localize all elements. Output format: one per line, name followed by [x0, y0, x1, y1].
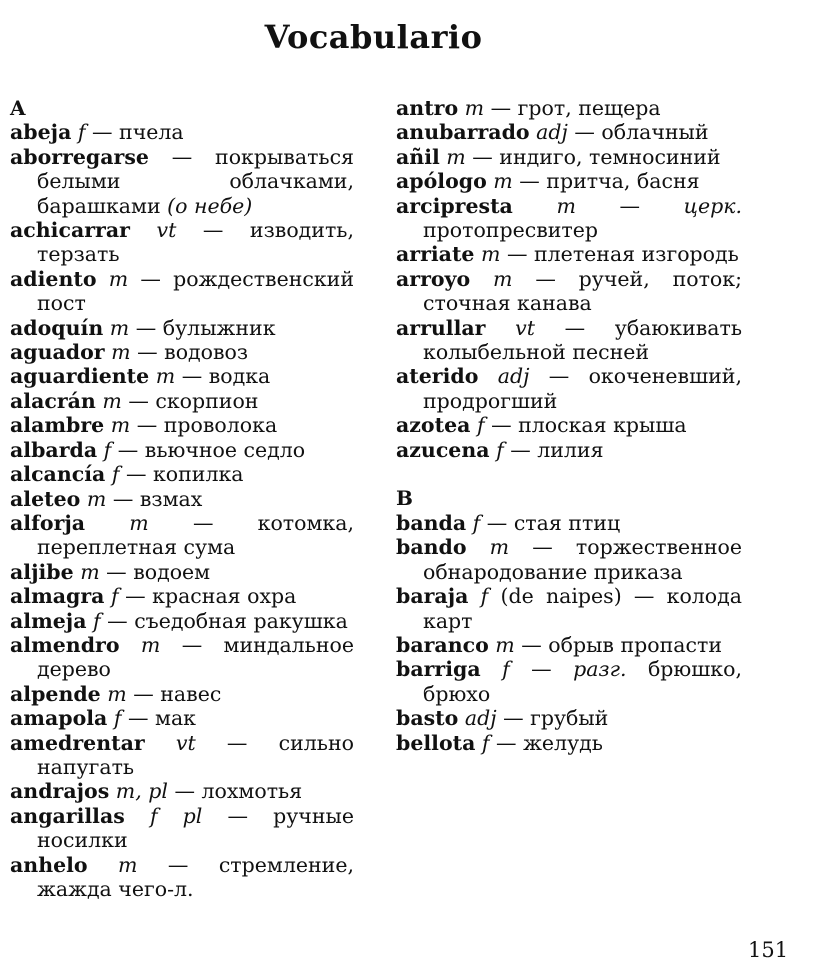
dictionary-entry	[10, 267, 354, 316]
entry-headword: basto	[396, 706, 459, 731]
entry-headword: alacrán	[10, 388, 96, 413]
dictionary-entry	[10, 779, 354, 803]
entry-definition: — миндальное дерево	[37, 632, 354, 682]
dictionary-entry	[10, 731, 354, 780]
entry-headword: arroyo	[396, 266, 471, 291]
dictionary-entry	[396, 316, 742, 365]
entry-definition: — ручные носилки	[37, 803, 354, 853]
entry-headword: almendro	[10, 632, 120, 657]
dictionary-entry	[396, 438, 742, 462]
entry-grammar: f	[476, 413, 485, 438]
entry-grammar: m	[481, 242, 501, 267]
entry-definition: — желудь	[496, 730, 603, 755]
entry-definition: — рождественский пост	[37, 266, 354, 316]
entry-headword: banda	[396, 510, 467, 535]
dictionary-entry	[10, 120, 354, 144]
entry-headword: antro	[396, 96, 459, 120]
dictionary-entry	[10, 706, 354, 730]
dictionary-entry	[10, 340, 354, 364]
entry-grammar: vt	[175, 730, 196, 755]
dictionary-entry	[396, 169, 742, 193]
entry-definition: — проволока	[136, 413, 278, 438]
entry-definition: — окоченевший, продрогший	[423, 364, 742, 413]
entry-grammar: m	[109, 315, 130, 340]
entry-headword: angarillas	[10, 803, 125, 828]
entry-grammar: vt	[515, 315, 535, 340]
entry-definition: — стремление, жажда чего-л.	[37, 852, 354, 901]
entry-definition: — торжественное обнародование приказа	[423, 535, 742, 584]
dictionary-entry	[10, 364, 354, 388]
entry-headword: alcancía	[10, 462, 106, 487]
dictionary-entry	[10, 853, 354, 902]
dictionary-entry	[10, 145, 354, 218]
entry-definition: — плоская крыша	[491, 413, 687, 438]
entry-headword: almeja	[10, 608, 87, 633]
entry-headword: aleteo	[10, 486, 81, 511]
dictionary-entry	[396, 145, 742, 169]
entry-definition: — облачный	[574, 120, 709, 145]
dictionary-entry	[10, 682, 354, 706]
entry-headword: añil	[396, 144, 440, 169]
entry-headword: azucena	[396, 437, 490, 462]
entry-note: (о небе)	[167, 193, 253, 218]
dictionary-entry	[396, 657, 742, 706]
dictionary-entry	[10, 804, 354, 853]
entry-grammar: f	[103, 437, 112, 462]
entry-definition: —	[531, 657, 552, 682]
entry-grammar: m	[140, 632, 161, 657]
entry-headword: barriga	[396, 657, 481, 682]
entry-definition: — покрываться белыми облачками, барашками	[37, 144, 354, 218]
entry-grammar: vt	[156, 218, 177, 243]
entry-headword: almagra	[10, 584, 105, 609]
dictionary-entry	[396, 194, 742, 243]
entry-grammar: m	[129, 510, 149, 535]
entry-grammar: m	[155, 364, 176, 389]
entry-grammar: f	[111, 462, 120, 487]
entry-grammar: m	[118, 852, 138, 877]
section-gap	[396, 462, 742, 486]
entry-headword: arrullar	[396, 315, 486, 340]
entry-definition: — вьючное седло	[117, 437, 306, 462]
entry-definition: — водка	[181, 364, 271, 389]
entry-definition: — сильно напугать	[37, 730, 354, 779]
entry-definition-continued: протопресвитер	[423, 218, 599, 243]
entry-headword: abeja	[10, 120, 72, 145]
entry-grammar: f	[93, 608, 101, 633]
entry-grammar: m	[110, 413, 131, 438]
entry-grammar: f	[77, 120, 86, 145]
entry-definition: — плетеная изгородь	[506, 242, 739, 267]
entry-grammar: f	[496, 437, 504, 462]
entry-grammar: m	[446, 144, 466, 169]
entry-grammar: m	[464, 96, 485, 120]
entry-grammar: adj	[497, 364, 530, 389]
entry-headword: alpende	[10, 681, 101, 706]
entry-grammar: m	[493, 266, 513, 291]
dictionary-entry	[396, 731, 742, 755]
entry-definition: — булыжник	[135, 315, 276, 340]
dictionary-entry	[396, 706, 742, 730]
dictionary-entry	[396, 96, 742, 120]
entry-definition: — обрыв пропасти	[521, 632, 722, 657]
entry-headword: andrajos	[10, 779, 110, 804]
entry-definition: — пчела	[92, 120, 184, 145]
entry-grammar: m	[86, 486, 107, 511]
entry-headword: aborregarse	[10, 144, 149, 169]
dictionary-entry	[10, 389, 354, 413]
entry-headword: arriate	[396, 242, 475, 267]
dictionary-entry	[10, 633, 354, 682]
right-entry-list-b	[396, 511, 742, 755]
entry-grammar: adj	[464, 706, 497, 731]
dictionary-entry	[396, 633, 742, 657]
entry-definition: — грубый	[503, 706, 609, 731]
entry-definition: — притча, басня	[519, 169, 700, 194]
entry-grammar: m	[495, 632, 515, 657]
entry-note: разг.	[573, 657, 627, 682]
section-letter-b: B	[396, 486, 413, 511]
entry-definition: (de naipes) — колода карт	[423, 584, 742, 633]
dictionary-entry	[10, 511, 354, 560]
entry-grammar: f	[111, 584, 119, 609]
entry-definition: — котомка, переплетная сума	[37, 510, 354, 560]
entry-definition: — копилка	[125, 462, 244, 487]
dictionary-entry	[10, 218, 354, 267]
dictionary-entry	[10, 413, 354, 437]
entry-definition: —	[619, 193, 641, 218]
page-number: 151	[748, 938, 789, 962]
entry-definition: — убаюкивать колыбельной песней	[423, 315, 742, 365]
entry-headword: apólogo	[396, 169, 487, 194]
entry-headword: albarda	[10, 437, 98, 462]
entry-definition: — красная охра	[125, 584, 297, 609]
dictionary-entry	[396, 120, 742, 144]
right-entry-list-a	[396, 96, 742, 462]
entry-grammar: m	[493, 169, 513, 194]
dictionary-entry	[396, 242, 742, 266]
entry-grammar: f	[480, 584, 489, 609]
entry-headword: azotea	[396, 413, 471, 438]
dictionary-entry	[396, 584, 742, 633]
dictionary-entry	[10, 560, 354, 584]
entry-definition: — грот, пещера	[490, 96, 661, 120]
entry-definition: — лилия	[510, 437, 604, 462]
entry-headword: anubarrado	[396, 120, 530, 145]
entry-grammar: f	[472, 510, 481, 535]
entry-definition: — навес	[133, 681, 222, 706]
dictionary-entry	[10, 584, 354, 608]
right-column	[396, 96, 742, 755]
entry-headword: anhelo	[10, 852, 88, 877]
entry-grammar: f	[481, 730, 490, 755]
entry-definition: — изводить, терзать	[37, 218, 354, 267]
dictionary-entry	[10, 487, 354, 511]
entry-headword: aguardiente	[10, 364, 150, 389]
entry-grammar: m	[556, 193, 576, 218]
entry-headword: adoquín	[10, 315, 104, 340]
entry-headword: adiento	[10, 266, 97, 291]
entry-definition: — ручей, поток; сточная канава	[423, 266, 742, 316]
entry-headword: achicarrar	[10, 218, 130, 243]
entry-headword: baranco	[396, 632, 489, 657]
entry-grammar: m	[102, 388, 122, 413]
left-column	[10, 96, 354, 901]
entry-definition: — водовоз	[137, 340, 249, 365]
dictionary-entry	[396, 511, 742, 535]
entry-headword: amedrentar	[10, 730, 145, 755]
entry-headword: alforja	[10, 510, 86, 535]
entry-grammar: f pl	[149, 803, 203, 828]
entry-grammar: m	[107, 681, 127, 706]
entry-headword: aguador	[10, 340, 105, 365]
dictionary-entry	[396, 267, 742, 316]
entry-grammar: m	[489, 535, 510, 560]
entry-grammar: m, pl	[115, 779, 168, 804]
dictionary-entry	[10, 462, 354, 486]
dictionary-entry	[10, 316, 354, 340]
entry-headword: aterido	[396, 364, 479, 389]
entry-definition: — индиго, темносиний	[472, 144, 721, 169]
section-letter-a: A	[10, 96, 26, 120]
entry-grammar: adj	[536, 120, 568, 145]
entry-note: церк.	[683, 193, 742, 218]
entry-grammar: m	[108, 266, 129, 291]
dictionary-entry	[396, 535, 742, 584]
left-entry-list	[10, 120, 354, 901]
dictionary-entry	[396, 413, 742, 437]
page-title: Vocabulario	[264, 18, 483, 56]
entry-definition: — стая птиц	[486, 510, 621, 535]
entry-definition-continued: брюшко, брюхо	[423, 657, 742, 706]
entry-grammar: f	[113, 706, 122, 731]
entry-headword: arcipresta	[396, 193, 513, 218]
entry-headword: bellota	[396, 730, 476, 755]
entry-definition: — съедобная ракушка	[107, 608, 348, 633]
dictionary-entry	[10, 609, 354, 633]
entry-headword: amapola	[10, 706, 108, 731]
dictionary-entry	[396, 364, 742, 413]
entry-definition: — взмах	[112, 486, 203, 511]
entry-grammar: m	[80, 559, 100, 584]
entry-headword: bando	[396, 535, 467, 560]
entry-headword: baraja	[396, 584, 469, 609]
entry-headword: alambre	[10, 413, 105, 438]
entry-definition: — мак	[128, 706, 196, 731]
dictionary-entry	[10, 438, 354, 462]
entry-definition: — лохмотья	[174, 779, 303, 804]
entry-grammar: f	[502, 657, 510, 682]
entry-definition: — скорпион	[128, 388, 259, 413]
entry-definition: — водоем	[106, 559, 211, 584]
entry-headword: aljibe	[10, 559, 74, 584]
entry-grammar: m	[111, 340, 131, 365]
